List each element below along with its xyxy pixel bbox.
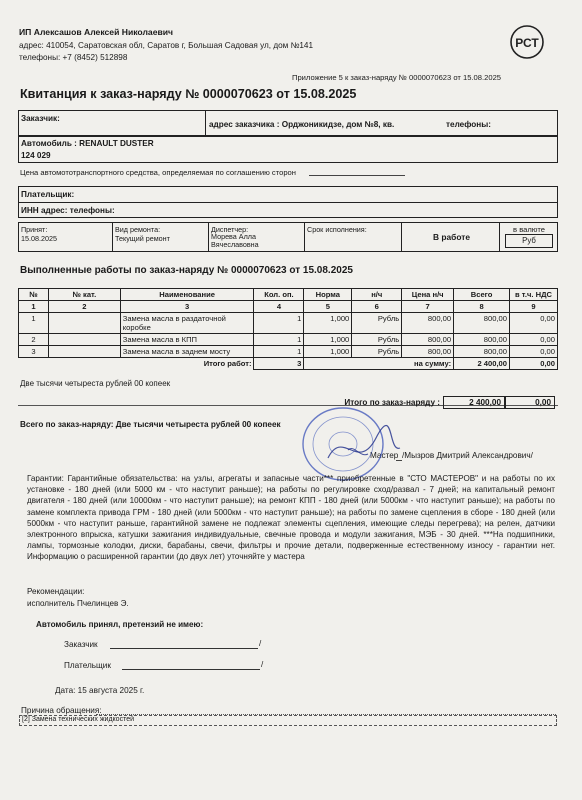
payer-label: Плательщик: bbox=[21, 190, 75, 199]
th-cat: № кат. bbox=[48, 289, 120, 301]
recommendations-label: Рекомендации: bbox=[27, 587, 85, 596]
table-row: 3 Замена масла в заднем мосту 1 1,000 Рубль 800,00 800,00 0,00 bbox=[19, 346, 558, 358]
document-title: Квитанция к заказ-наряду № 0000070623 от 15.08.2025 bbox=[20, 87, 357, 101]
th-unit: н/ч bbox=[352, 289, 402, 301]
payer-details: ИНН адрес: телефоны: bbox=[21, 206, 115, 215]
th-name: Наименование bbox=[120, 289, 254, 301]
customer-address: адрес заказчика : Орджоникидзе, дом №8, кв. bbox=[209, 120, 395, 129]
appendix-note: Приложение 5 к заказ-наряду № 0000070623 от 15.08.2025 bbox=[292, 73, 502, 82]
accepted-note: Автомобиль принял, претензий не имею: bbox=[36, 620, 204, 629]
works-title: Выполненные работы по заказ-наряду № 0000070623 от 15.08.2025 bbox=[20, 265, 353, 276]
table-row: 2 Замена масла в КПП 1 1,000 Рубль 800,00 800,00 0,00 bbox=[19, 334, 558, 346]
th-total: Всего bbox=[454, 289, 510, 301]
payer-sign-slash: / bbox=[261, 660, 264, 669]
table-colnum-row: 1 2 3 4 5 6 7 8 9 bbox=[19, 301, 558, 313]
company-phones: телефоны: +7 (8452) 512898 bbox=[19, 53, 128, 62]
vehicle-number: 124 029 bbox=[21, 151, 51, 160]
reason-label: Причина обращения: bbox=[21, 706, 102, 715]
customer-label: Заказчик: bbox=[21, 114, 60, 123]
table-header-row bbox=[19, 289, 558, 301]
accepted-date: 15.08.2025 bbox=[21, 234, 57, 243]
document-date: Дата: 15 августа 2025 г. bbox=[55, 686, 145, 695]
repair-type: Текущий ремонт bbox=[115, 234, 170, 243]
amount-in-words: Две тысячи четыреста рублей 00 копеек bbox=[20, 379, 171, 388]
master-name: /Мызров Дмитрий Александрович/ bbox=[402, 451, 533, 460]
works-table bbox=[18, 288, 558, 370]
th-number: № bbox=[19, 289, 49, 301]
reason-item: [2] Замена технических жидкостей bbox=[22, 716, 134, 723]
table-total-row: Итого работ: 3 на сумму: 2 400,00 0,00 bbox=[19, 358, 558, 370]
payer-sign-label: Плательщик bbox=[64, 661, 111, 670]
executor-name: исполнитель Пчелинцев Э. bbox=[27, 599, 129, 608]
dispatcher-name: Морева Алла Вячеславовна bbox=[211, 232, 259, 250]
grand-total-label: Итого по заказ-наряду : bbox=[344, 398, 440, 407]
rst-logo-text: РСТ bbox=[515, 36, 539, 50]
grand-total-vat: 0,00 bbox=[505, 396, 555, 409]
warranty-text: Гарантии: Гарантийные обязательства: на узлы, агрегаты и запасные части*** приобретенные в "СТО МАСТЕРОВ" и на работы по их установке - 180 дней (или 5000 км - что наступит раньше); на работы по регулировке сход/развал - 7 дней; на капитальный ремонт двигателя - 180 дней (или 10000км - что наступит раньше); на ремонт КПП - 180 дней (или 5000км - что наступит раньше); на работы по замене комплекта привода ГРМ - 180 дней (или 5000км - что наступит раньше); на работы по замене сцепления в сборе - 180 дней (или 5000км - что наступит раньше, гарантийной замене не подлежат элементы сцепления, имеющие следы перегрева); на релен, датчики электронного впрыска, катушки зажигания индивидуальные, свечные провода и модули зажигания, МЭБ - 30 дней. ***На подшипники, лампы, тормозные колодки, диски, барабаны, свечи, фильтры и прочие детали, подверженные естественному износу - гарантии нет. Информацию о расширенной гарантии (до двух лет) уточняйте у мастера bbox=[27, 474, 555, 562]
vehicle-model: Автомобиль : RENAULT DUSTER bbox=[21, 139, 154, 148]
repair-type-label: Вид ремонта: bbox=[115, 225, 161, 234]
customer-sign-label: Заказчик bbox=[64, 640, 98, 649]
deadline-label: Срок исполнения: bbox=[307, 225, 367, 234]
th-qty: Кол. оп. bbox=[254, 289, 304, 301]
price-agreement: Цена автомототранспортного средства, определяемая по соглашению сторон bbox=[20, 168, 296, 177]
company-name: ИП Алексашов Алексей Николаевич bbox=[19, 27, 174, 37]
customer-sign-slash: / bbox=[259, 639, 262, 648]
th-vat: в т.ч. НДС bbox=[510, 289, 558, 301]
th-price: Цена н/ч bbox=[402, 289, 454, 301]
grand-total-value: 2 400,00 bbox=[443, 396, 505, 409]
order-status: В работе bbox=[433, 232, 470, 242]
total-in-words: Всего по заказ-наряду: Две тысячи четыреста рублей 00 копеек bbox=[20, 420, 281, 429]
accepted-label: Принят: bbox=[21, 225, 48, 234]
th-norm: Норма bbox=[304, 289, 352, 301]
rst-logo bbox=[506, 22, 548, 62]
company-address: адрес: 410054, Саратовская обл, Саратов г, Большая Садовая ул, дом №141 bbox=[19, 41, 314, 50]
dispatcher-label: Диспетчер: bbox=[211, 225, 249, 234]
table-row: 1 Замена масла в раздаточной коробке 1 1,000 Рубль 800,00 800,00 0,00 bbox=[19, 313, 558, 334]
customer-phones: телефоны: bbox=[446, 120, 491, 129]
master-label: Мастер bbox=[370, 451, 399, 460]
currency-value: Руб bbox=[505, 234, 553, 248]
currency-label: в валюте bbox=[513, 225, 545, 234]
